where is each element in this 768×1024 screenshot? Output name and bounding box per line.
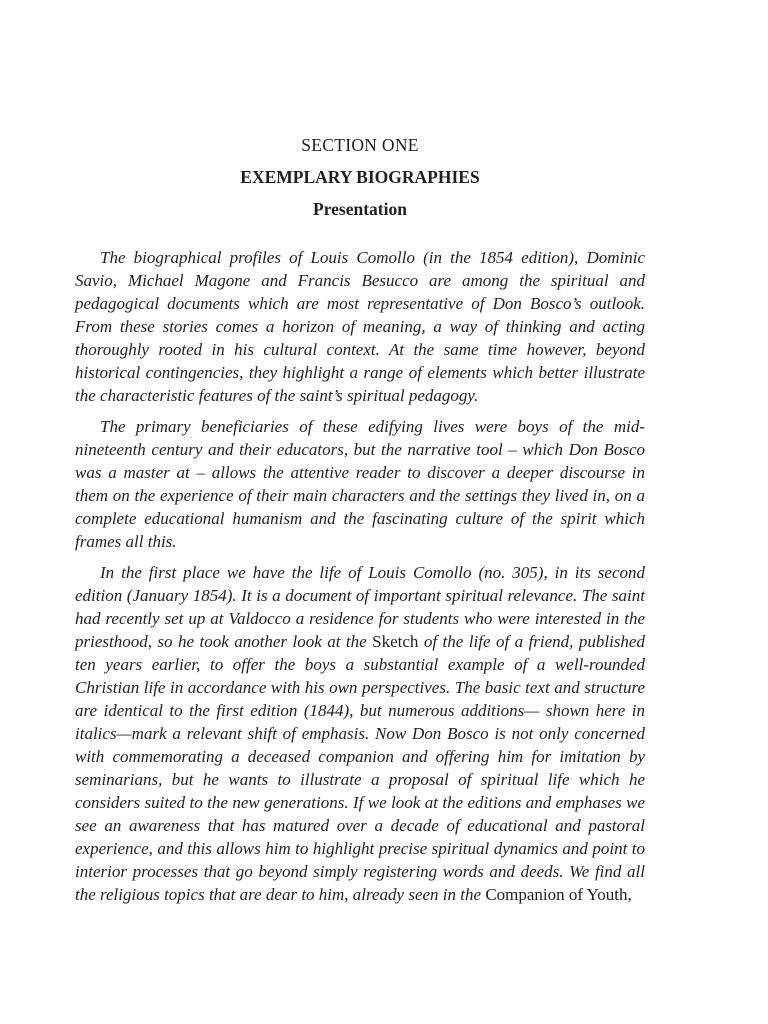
paragraph-3-part-2: of the life of a friend, published ten years earlier, to offer the boys a substantial example of a well-rounded Christian life in accordance with his own perspectives. The basic text and structure are identical to the first edition (1844), but numerous additions— shown here in italics—mark a relevant shift of emphasis. Now Don Bosco is not only concerned with commemorating a deceased companion and offering him for imitation by seminarians, but he wants to illustrate a proposal of spiritual life which he considers suited to the new generations. If we look at the editions and emphases we see an awareness that has matured over a decade of educational and pastoral experience, and this allows him to highlight precise spiritual dynamics and point to interior processes that go beyond simply registering words and deeds. We find all the religious topics that are dear to him, already seen in the <box>75 632 645 904</box>
paragraph-1: The biographical profiles of Louis Comollo (in the 1854 edition), Dominic Savio, Michael Magone and Francis Besucco are among the spiritual and pedagogical documents which are most representative of Don Bosco’s outlook. From these stories comes a horizon of meaning, a way of thinking and acting thoroughly rooted in his cultural context. At the same time however, beyond historical contingencies, they highlight a range of elements which better illustrate the characteristic features of the saint’s spiritual pedagogy. <box>75 248 645 405</box>
section-label: SECTION ONE <box>301 135 419 155</box>
paragraph-2: The primary beneficiaries of these edifying lives were boys of the mid-nineteenth century and their educators, but the narrative tool – which Don Bosco was a master at – allows the attentive reader to discover a deeper discourse in them on the experience of their main characters and the settings they lived in, on a complete educational humanism and the fascinating culture of the spirit which frames all this. <box>75 417 645 551</box>
section-title: EXEMPLARY BIOGRAPHIES <box>240 167 480 187</box>
section-subtitle: Presentation <box>313 199 407 219</box>
paragraph-3 <box>75 561 645 906</box>
companion-title: Companion of Youth, <box>485 885 632 904</box>
sketch-title: Sketch <box>372 632 419 651</box>
paragraph-3-part-1: In the first place we have the life of Louis Comollo (no. 305), in its second edition (January 1854). It is a document of important spiritual relevance. The saint had recently set up at Valdocco a residence for students who were interested in the priesthood, so he took another look at the <box>75 563 645 651</box>
body-text <box>75 246 645 914</box>
